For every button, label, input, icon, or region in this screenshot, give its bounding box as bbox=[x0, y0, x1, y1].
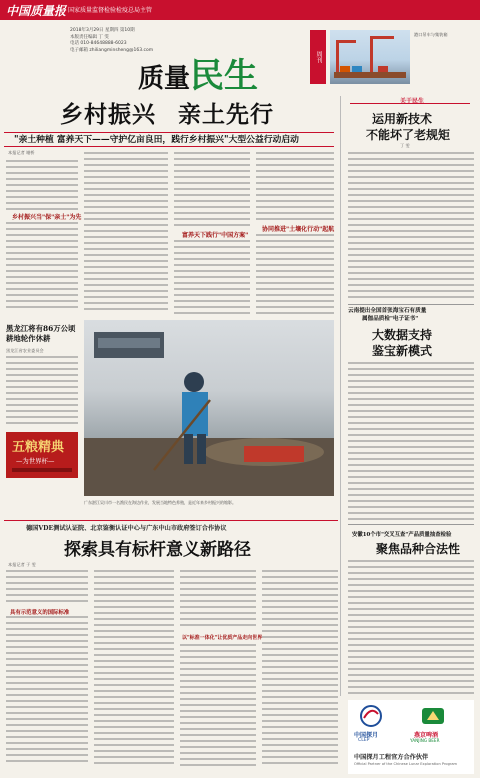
article-col-4a bbox=[256, 152, 334, 222]
subhead-a: 乡村振兴当"保"亲土"为先 bbox=[12, 214, 82, 221]
right-tag: 关于民生 bbox=[400, 98, 425, 105]
bottom-byline: 本报记者 于 雯 bbox=[8, 562, 36, 567]
sponsor-logo-box bbox=[348, 700, 474, 774]
story3-pre: 安徽10个市"交叉互查"产品质量抽查检验 bbox=[352, 532, 452, 538]
bottom-subhead-b: 以"标准一体化"让优质产品走向世界 bbox=[182, 635, 263, 641]
right-article-1 bbox=[348, 152, 474, 302]
main-headline bbox=[60, 96, 274, 129]
bottom-col-1a bbox=[6, 570, 88, 606]
article-col-2 bbox=[84, 152, 168, 314]
ad-title: 五粮精典 bbox=[12, 440, 65, 455]
ad-strip bbox=[12, 468, 72, 472]
story2-pre2: 属伽品质检"电子证书" bbox=[362, 316, 419, 322]
sponsor-name-1: 中国探月 bbox=[354, 732, 379, 739]
right-headline-2: 不能坏了老规矩 bbox=[366, 128, 451, 142]
sponsor-name-2: 燕京啤酒 bbox=[414, 732, 439, 739]
newspaper-logo: 中国质量报 bbox=[6, 4, 67, 18]
article-col-3a bbox=[174, 152, 250, 228]
top-photo bbox=[330, 30, 410, 84]
byline: 本报记者 谢桥 bbox=[8, 150, 35, 155]
ad-subtitle: —为世界杯— bbox=[16, 457, 55, 465]
brand-part-b: 民生 bbox=[190, 56, 259, 96]
sponsor-caption: 中国探月工程官方合作伙伴 bbox=[354, 754, 429, 761]
lunar-program-icon bbox=[356, 704, 386, 728]
section-brand bbox=[138, 48, 258, 97]
bottom-col-1b bbox=[6, 616, 88, 766]
masthead-slogan: 国家质量监督检验检疫总局主管 bbox=[68, 7, 153, 14]
beer-brand-icon bbox=[418, 704, 448, 728]
story2-title1: 大数据支持 bbox=[372, 328, 433, 342]
issue-email: 电子邮箱 zhiliangminsheng@163.com bbox=[70, 47, 154, 53]
main-photo bbox=[84, 320, 334, 496]
subhead-b: 富养天下践行"中国方案" bbox=[182, 232, 249, 239]
issue-editor: 本版责任编辑 丁 雯 bbox=[70, 34, 109, 40]
port-crane-icon bbox=[330, 30, 410, 84]
ad-box[interactable] bbox=[6, 432, 78, 478]
bottom-col-3a bbox=[180, 570, 256, 630]
deck-rule-bottom bbox=[4, 146, 334, 147]
bottom-col-3b bbox=[180, 644, 256, 766]
article-col-1a bbox=[6, 160, 78, 210]
right-column-divider bbox=[340, 96, 341, 696]
bottom-rule bbox=[4, 520, 338, 521]
sidebar-news-body bbox=[6, 356, 78, 428]
issue-date: 2018年3月29日 星期四 第10期 bbox=[70, 28, 135, 33]
article-col-1b bbox=[6, 222, 78, 312]
story2-pre: 云南提出全国首张海宝石有质量 bbox=[348, 308, 427, 314]
bottom-deck: 德国VDE测试认证院、北京鉴衡认证中心与广东中山市政府签订合作协议 bbox=[26, 525, 227, 532]
masthead-bar bbox=[0, 0, 480, 20]
sidebar-news-title: 黑龙江将有86万公顷耕地轮作休耕 bbox=[6, 324, 76, 343]
right-article-2 bbox=[348, 362, 474, 520]
main-deck: "亲土种植 富养天下——守护亿亩良田，践行乡村振兴"大型公益行动启动 bbox=[14, 135, 299, 145]
right-article-3 bbox=[348, 560, 474, 694]
issue-phone: 电话 010-84648888-6023 bbox=[70, 41, 127, 46]
sidebar-news-byline: 黑龙江省农业委员会 bbox=[6, 348, 44, 353]
sponsor-caption-en: Official Partner of the Chinese Lunar Exploration Program bbox=[354, 762, 458, 766]
story2-title2: 鉴宝新模式 bbox=[372, 344, 433, 358]
top-photo-caption: 港口吊车与集装箱 bbox=[414, 32, 448, 37]
article-col-4b bbox=[256, 234, 334, 314]
main-headline-b: 亲土先行 bbox=[178, 101, 274, 128]
fisherman-photo-icon bbox=[84, 320, 334, 496]
bottom-col-4 bbox=[262, 570, 338, 766]
top-photo-text bbox=[414, 32, 474, 84]
photo-caption: 广东湛江吴川市一名渔民在海边作业，发展当地特色养殖，是近年来乡村振兴的缩影。 bbox=[84, 500, 236, 505]
article-col-3b bbox=[174, 240, 250, 314]
subhead-c: 协同推进"土壤化行动"起航 bbox=[262, 226, 335, 233]
sponsor-name-1-en: CLEP bbox=[358, 738, 370, 743]
bottom-col-2 bbox=[94, 570, 174, 766]
sponsor-name-2-en: YANJING BEER bbox=[410, 738, 440, 743]
bottom-subhead-a: 具有示范意义的国际标准 bbox=[10, 610, 70, 616]
right-headline-1: 运用新技术 bbox=[372, 112, 433, 126]
main-headline-a: 乡村振兴 bbox=[60, 101, 156, 128]
brand-part-a: 质量 bbox=[138, 64, 191, 94]
weekly-tag: 周刊 bbox=[310, 30, 326, 84]
right-rule-3 bbox=[348, 524, 474, 525]
story3-title: 聚焦品种合法性 bbox=[376, 542, 461, 556]
right-tag-rule bbox=[350, 103, 470, 104]
bottom-headline: 探索具有标杆意义新路径 bbox=[64, 540, 251, 560]
right-rule-2 bbox=[348, 304, 474, 305]
right-byline: 丁 雯 bbox=[400, 143, 410, 148]
